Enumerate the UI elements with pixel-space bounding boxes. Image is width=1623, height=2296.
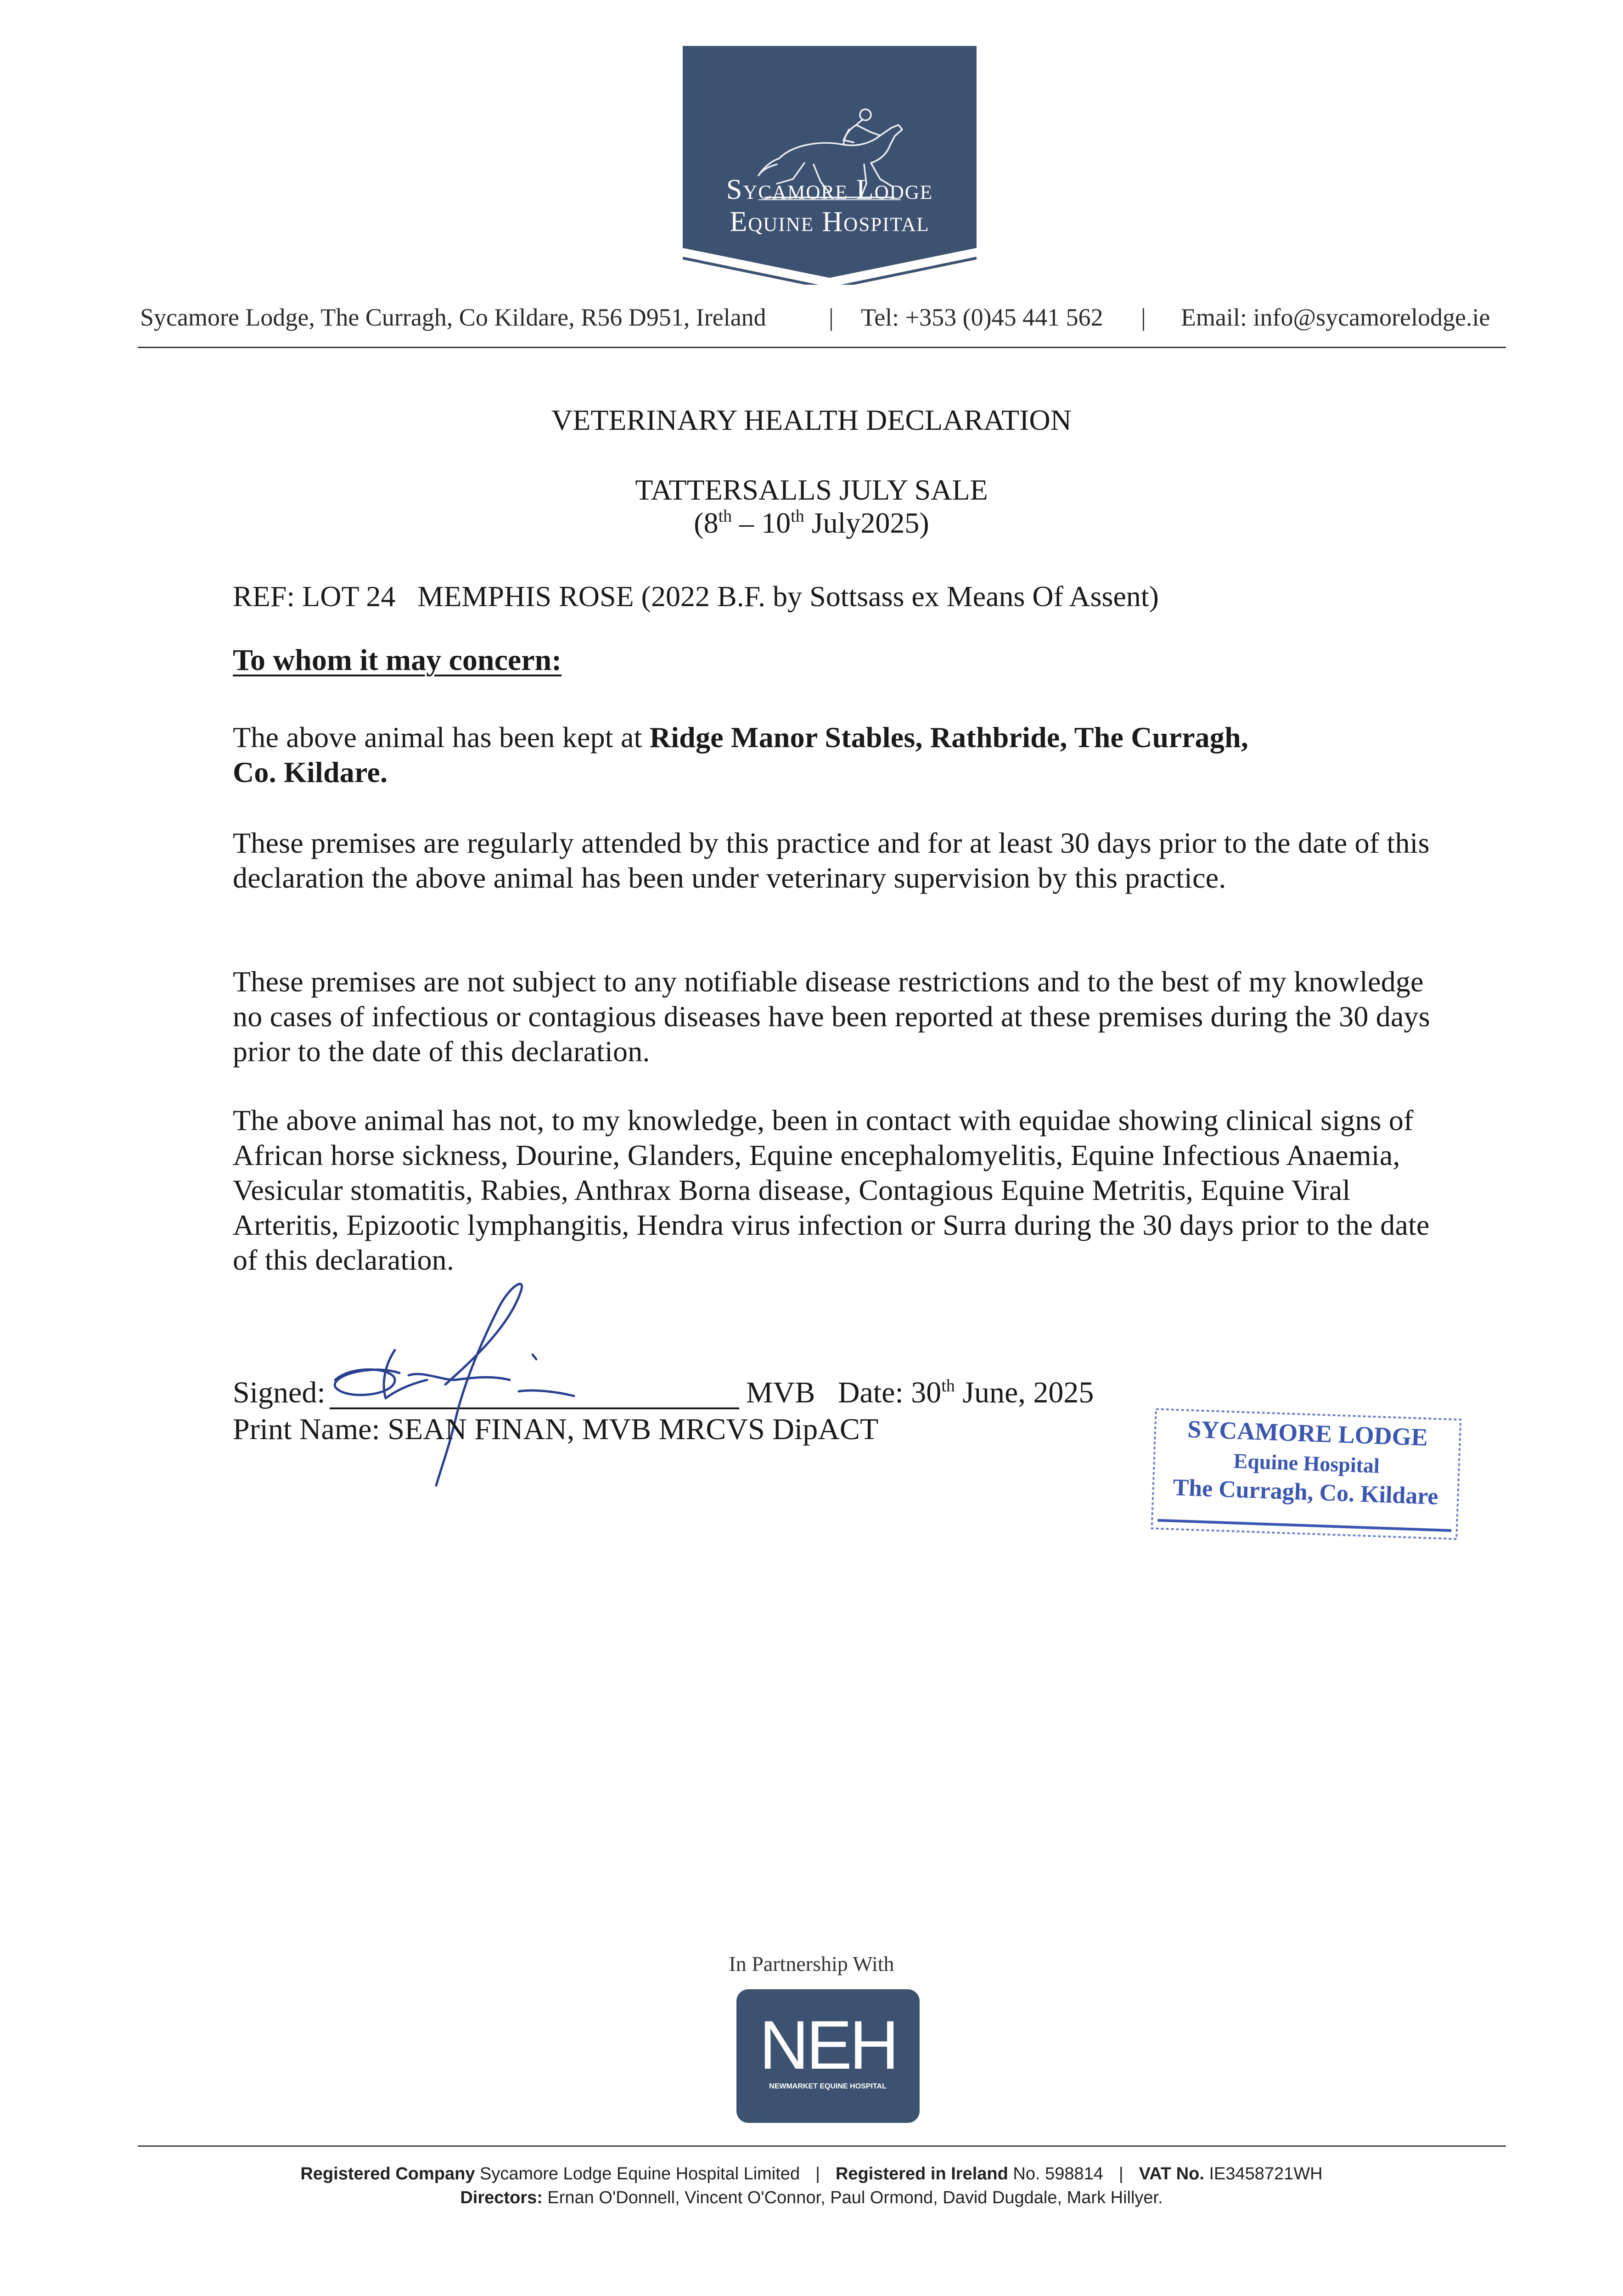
paragraph-disease-restrictions: These premises are not subject to any notifiable disease restrictions and to the best of my knowledge no cases of infectious or contagious diseases have been reported at these premises during the 30 days prior to the date of this declaration. [233,965,1430,1068]
stamp-line-3: The Curragh, Co. Kildare [1172,1474,1439,1510]
registered-ireland-label: Registered in Ireland [835,2164,1008,2183]
footer-divider [138,2145,1506,2147]
logo-name-line-1: Sycamore Lodge [726,174,933,205]
footer-separator: | [1118,2164,1123,2183]
header-divider [138,347,1506,348]
stamp-line-2: Equine Hospital [1233,1449,1380,1478]
header-email: Email: info@sycamorelodge.ie [1181,304,1490,331]
sale-dates-sup: th [718,506,732,526]
paragraph-premises-prefix: The above animal has been kept at [233,721,650,754]
paragraph-premises [233,720,1449,790]
neh-logo-subtext: NEWMARKET EQUINE HOSPITAL [769,2082,887,2090]
partnership-label: In Partnership With [729,1952,894,1975]
vat-label: VAT No. [1139,2164,1204,2183]
signature-date: Date: 30 [837,1376,942,1409]
header-address: Sycamore Lodge, The Curragh, Co Kildare, R56 D951, Ireland [140,304,766,331]
lot-reference: REF: LOT 24 MEMPHIS ROSE (2022 B.F. by Sottsass ex Means Of Assent) [233,580,1159,613]
premises-name: Ridge Manor Stables, Rathbride, The Curragh, [649,721,1249,754]
salutation: To whom it may concern: [233,643,562,677]
hospital-stamp [1148,1400,1465,1548]
stamp-line-1: SYCAMORE LODGE [1187,1415,1428,1452]
sale-dates-close: July2025) [804,506,929,539]
header-phone: Tel: +353 (0)45 441 562 [861,304,1103,331]
sale-dates [0,506,1623,540]
header-contact-line [140,303,1499,340]
sale-dates-sup: th [791,506,804,526]
neh-logo-background [736,1988,921,2124]
header-separator: | [829,304,834,331]
footer-registration-line [0,2164,1623,2184]
sale-dates-open: (8 [694,506,719,539]
registered-company-label: Registered Company [300,2164,475,2183]
footer-directors-line [0,2188,1623,2208]
logo-banner-shape [683,46,977,285]
paragraph-contact-declaration: The above animal has not, to my knowledge, been in contact with equidae showing clinical signs of African horse sickness, Dourine, Glanders, Equine encephalomyelitis, Equine Infectious Anaemia, Vesicular stomatitis, Rabies, Anthrax Borna disease, Contagious Equine Metritis, Equine Viral Arteritis, Epizootic lymphangitis, Hendra virus infection or Surra during the 30 days prior to the date of this declaration. [233,1104,1430,1276]
premises-county: Co. Kildare. [233,756,388,788]
vat-value: IE3458721WH [1204,2164,1323,2183]
neh-partner-logo [736,1988,921,2124]
document-title: VETERINARY HEALTH DECLARATION [551,404,1072,436]
signed-label: Signed: [233,1376,326,1409]
paragraph-supervision: These premises are regularly attended by this practice and for at least 30 days prior to the date of this declaration the above animal has been under veterinary supervision by this practice. [233,827,1430,894]
sale-dates-mid: – 10 [732,506,791,539]
handwritten-signature [317,1277,638,1506]
neh-logo-text: NEH [759,2006,897,2083]
sale-name: TATTERSALLS JULY SALE [635,473,988,506]
directors-label: Directors: [460,2188,543,2207]
logo-name-line-2: Equine Hospital [730,206,930,237]
directors-value: Ernan O'Donnell, Vincent O'Connor, Paul Ormond, David Dugdale, Mark Hillyer. [542,2188,1163,2207]
signer-qualification: MVB [746,1376,815,1409]
signature-date-suffix: June, 2025 [955,1376,1094,1409]
signature-date-sup: th [941,1376,955,1396]
registered-company-value: Sycamore Lodge Equine Hospital Limited [475,2164,800,2183]
header-separator: | [1141,304,1146,331]
signature-date-line [746,1375,1094,1410]
footer-separator: | [815,2164,820,2183]
hospital-logo [683,46,977,285]
print-name: Print Name: SEAN FINAN, MVB MRCVS DipACT [233,1412,879,1446]
registered-ireland-value: No. 598814 [1008,2164,1103,2183]
